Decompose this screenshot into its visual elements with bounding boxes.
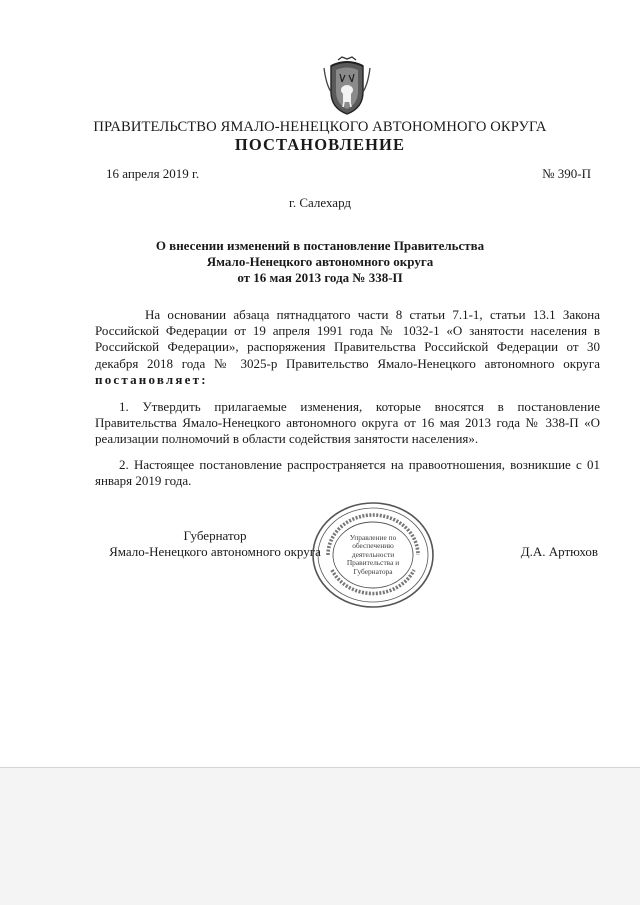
position-line-2: Ямало-Ненецкого автономного округа: [109, 544, 321, 559]
intro-text: На основании абзаца пятнадцатого части 8 статьи 7.1-1, статьи 13.1 Закона Российской Федерации от 19 апреля 1991 года № 1032-1 «О занятости населения в Российской Федерации», распоряжения Правительства Российской Федерации от 30 декабря 2018 года № 3025-р Правительство Ямало-Ненецкого автономного округа: [95, 307, 600, 371]
government-title: ПРАВИТЕЛЬСТВО ЯМАЛО-НЕНЕЦКОГО АВТОНОМНОГО ОКРУГА: [93, 119, 547, 135]
resolves-word: постановляет:: [95, 371, 208, 387]
subject-line-2: Ямало-Ненецкого автономного округа: [206, 254, 434, 269]
subject-line-1: О внесении изменений в постановление Правительства: [155, 238, 485, 253]
coat-of-arms-icon: [318, 56, 376, 118]
document-number: № 390-П: [542, 166, 591, 181]
position-line-1: Губернатор: [183, 528, 247, 543]
document-subject: [0, 238, 640, 286]
signer-name: Д.А. Артюхов: [520, 544, 598, 559]
item-2-paragraph: 2. Настоящее постановление распространяется на правоотношения, возникшие с 01 января 2019 года.: [95, 457, 600, 489]
item-1-paragraph: 1. Утвердить прилагаемые изменения, которые вносятся в постановление Правительства Ямало-Ненецкого автономного округа от 16 мая 2013 года № 338-П «О реализации полномочий в области содействия занятости населения».: [95, 399, 600, 447]
intro-paragraph: [95, 307, 600, 388]
stamp-inner-text: Управление по обеспечению деятельности Правительства и Губернатора: [346, 533, 400, 576]
document-type-title: ПОСТАНОВЛЕНИЕ: [234, 135, 406, 154]
document-city: г. Салехард: [288, 195, 352, 210]
subject-line-3: от 16 мая 2013 года № 338-П: [237, 270, 403, 285]
signature-position: [95, 528, 335, 560]
document-date: 16 апреля 2019 г.: [106, 166, 200, 181]
